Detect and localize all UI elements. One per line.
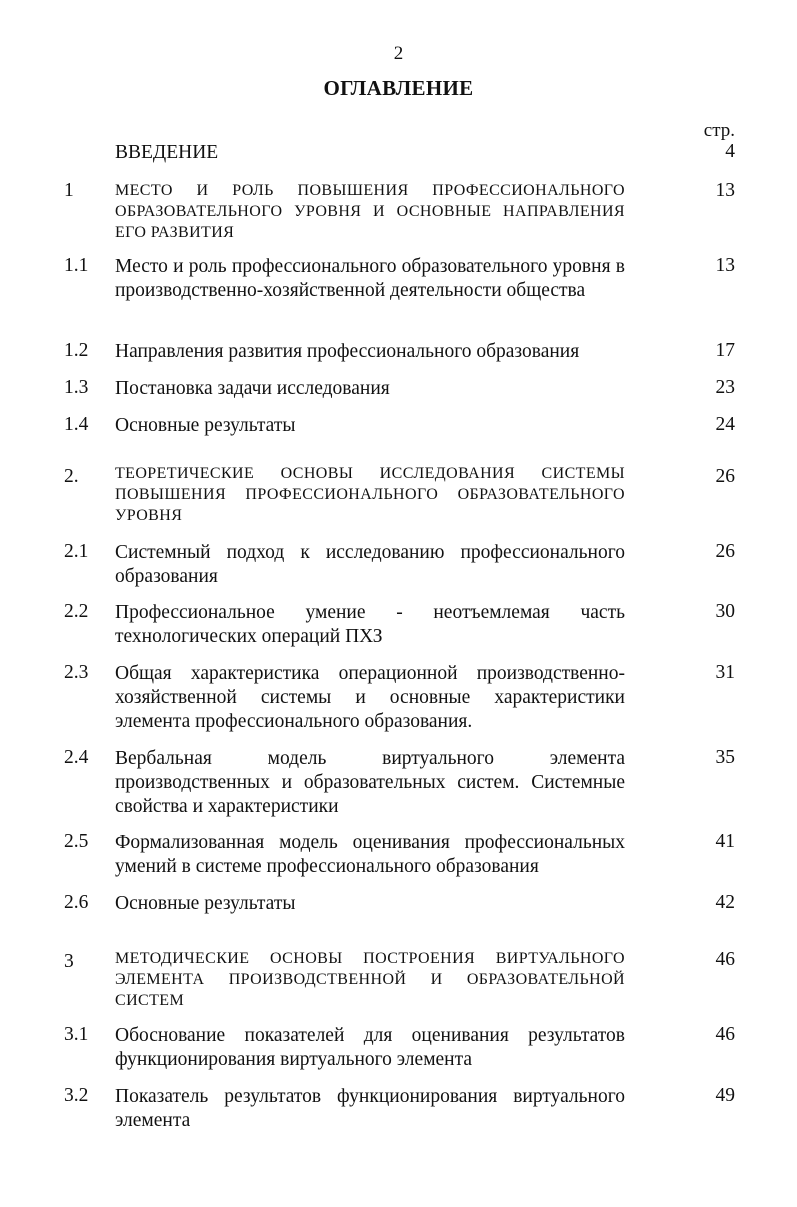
toc-entry-text: Направления развития профессионального образования xyxy=(115,341,580,362)
toc-entry-page: 23 xyxy=(715,377,735,398)
toc-entry-number: 1.4 xyxy=(64,414,89,435)
toc-entry-text: Место и роль профессионального образовательного уровня в производственно-хозяйственной деятельности общества xyxy=(115,256,625,301)
toc-entry-text: Общая характеристика операционной производственно-хозяйственной системы и основные характеристики элемента профессионального образования. xyxy=(115,663,625,732)
toc-entry-number: 2.3 xyxy=(64,662,89,683)
toc-entry-number: 1.1 xyxy=(64,255,89,276)
toc-entry-page: 13 xyxy=(715,255,735,276)
toc-entry-page: 13 xyxy=(715,180,735,201)
toc-entry-number: 2. xyxy=(64,466,79,487)
toc-entry-text: Вербальная модель виртуального элемента производственных и образовательных систем. Системные свойства и характеристики xyxy=(115,748,625,817)
toc-entry-page: 17 xyxy=(715,340,735,361)
toc-entry-text: Обоснование показателей для оценивания результатов функционирования виртуального элемента xyxy=(115,1025,625,1070)
toc-entry-page: 31 xyxy=(715,662,735,683)
page-title: ОГЛАВЛЕНИЕ xyxy=(323,76,474,100)
toc-entry-page: 35 xyxy=(715,747,735,768)
toc-entry-text: МЕТОДИЧЕСКИЕ ОСНОВЫ ПОСТРОЕНИЯ ВИРТУАЛЬНОГО ЭЛЕМЕНТА ПРОИЗВОДСТВЕННОЙ И ОБРАЗОВАТЕЛЬНОЙ СИСТЕМ xyxy=(115,950,625,1009)
toc-entry-page: 26 xyxy=(715,541,735,562)
toc-entry-text: Основные результаты xyxy=(115,893,296,914)
toc-entry-page: 4 xyxy=(725,141,735,162)
page-column-label: стр. xyxy=(703,120,735,141)
toc-entry-number: 2.1 xyxy=(64,541,89,562)
toc-entry-text: ТЕОРЕТИЧЕСКИЕ ОСНОВЫ ИССЛЕДОВАНИЯ СИСТЕМЫ ПОВЫШЕНИЯ ПРОФЕССИОНАЛЬНОГО ОБРАЗОВАТЕЛЬНОГО УРОВНЯ xyxy=(115,465,625,524)
toc-entry-number: 2.4 xyxy=(64,747,89,768)
toc-entry-page: 41 xyxy=(715,831,735,852)
toc-entry-number: 2.5 xyxy=(64,831,89,852)
toc-entry-page: 26 xyxy=(715,466,735,487)
toc-entry-page: 46 xyxy=(715,1024,735,1045)
toc-entry-number: 3.2 xyxy=(64,1085,89,1106)
toc-entry-number: 2.6 xyxy=(64,892,89,913)
toc-entry-number: 1 xyxy=(64,180,74,201)
toc-entry-page: 46 xyxy=(715,949,735,970)
page-number: 2 xyxy=(393,43,404,64)
toc-entry-text: Показатель результатов функционирования виртуального элемента xyxy=(115,1086,625,1131)
toc-entry-number: 2.2 xyxy=(64,601,89,622)
toc-entry-number: 3.1 xyxy=(64,1024,89,1045)
toc-entry-page: 24 xyxy=(715,414,735,435)
toc-entry-text: Основные результаты xyxy=(115,415,296,436)
toc-entry-text: МЕСТО И РОЛЬ ПОВЫШЕНИЯ ПРОФЕССИОНАЛЬНОГО ОБРАЗОВАТЕЛЬНОГО УРОВНЯ И ОСНОВНЫЕ НАПРАВЛЕНИЯ ЕГО РАЗВИТИЯ xyxy=(115,182,625,241)
toc-entry-number: 1.3 xyxy=(64,377,89,398)
toc-entry-page: 42 xyxy=(715,892,735,913)
toc-entry-number: 3 xyxy=(64,951,74,972)
toc-entry-text: ВВЕДЕНИЕ xyxy=(115,142,219,163)
toc-entry-text: Постановка задачи исследования xyxy=(115,378,390,399)
toc-entry-page: 49 xyxy=(715,1085,735,1106)
toc-entry-text: Системный подход к исследованию профессионального образования xyxy=(115,542,625,587)
toc-entry-page: 30 xyxy=(715,601,735,622)
toc-entry-number: 1.2 xyxy=(64,340,89,361)
toc-entry-text: Формализованная модель оценивания профессиональных умений в системе профессионального образования xyxy=(115,832,625,877)
toc-entry-text: Профессиональное умение - неотъемлемая часть технологических операций ПХЗ xyxy=(115,602,625,647)
